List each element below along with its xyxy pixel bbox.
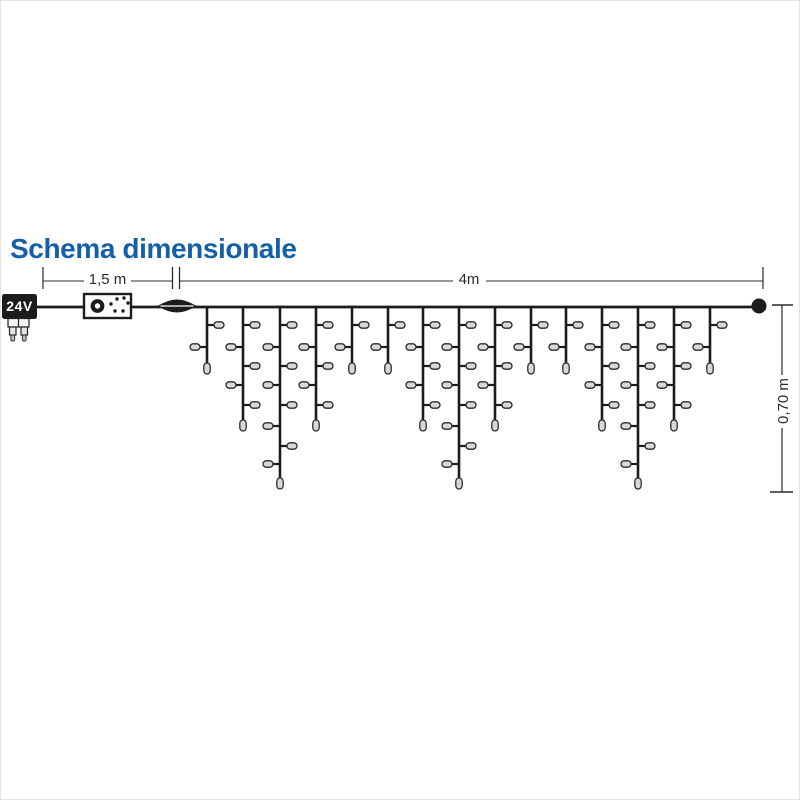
icicle-drop-s	[190, 307, 224, 374]
bulb	[466, 402, 476, 408]
bulb	[609, 402, 619, 408]
bulb	[395, 322, 405, 328]
controller-dot	[126, 301, 129, 304]
bulb	[442, 382, 452, 388]
bulb	[299, 344, 309, 350]
bulb	[430, 322, 440, 328]
controller-dot	[113, 309, 116, 312]
plug-prong-tip	[11, 335, 15, 341]
bulb	[549, 344, 559, 350]
bulb	[466, 443, 476, 449]
controller-dot	[121, 309, 124, 312]
controller-box	[84, 294, 131, 318]
bulb-tip	[240, 420, 246, 431]
bulb	[214, 322, 224, 328]
bulb	[657, 382, 667, 388]
icicle-drop-s	[549, 307, 583, 374]
bulb	[609, 363, 619, 369]
bulb	[263, 382, 273, 388]
span-length-dimension-label: 4m	[458, 271, 480, 288]
bulb	[585, 382, 595, 388]
bulb	[263, 461, 273, 467]
icicle-drop-m	[226, 307, 260, 431]
icicle-drop-l	[442, 307, 476, 489]
end-cap-dot	[752, 299, 767, 314]
bulb	[621, 461, 631, 467]
drop-length-dimension-label: 0,70 m	[775, 378, 792, 424]
plug-prong	[10, 327, 17, 335]
bulb	[538, 322, 548, 328]
bulb-tip	[528, 363, 534, 374]
icicle-drop-m	[657, 307, 691, 431]
bulb	[621, 344, 631, 350]
bulb	[287, 443, 297, 449]
bulb	[573, 322, 583, 328]
icicle-drop-m	[478, 307, 512, 431]
bulb	[502, 322, 512, 328]
cable-connector	[158, 300, 197, 313]
bulb-tip	[349, 363, 355, 374]
plug-prong-tip	[22, 335, 26, 341]
plug-prong	[21, 327, 28, 335]
icicle-drop-s	[514, 307, 548, 374]
page-title: Schema dimensionale	[10, 233, 297, 264]
bulb	[250, 322, 260, 328]
bulb	[323, 363, 333, 369]
bulb-tip	[707, 363, 713, 374]
bulb	[585, 344, 595, 350]
bulb	[287, 322, 297, 328]
bulb	[645, 322, 655, 328]
bulb-tip	[420, 420, 426, 431]
icicle-drop-m	[585, 307, 619, 431]
icicle-drop-s	[371, 307, 405, 374]
bulb	[681, 363, 691, 369]
bulb	[371, 344, 381, 350]
bulb	[466, 322, 476, 328]
controller-dot	[115, 297, 118, 300]
bulb	[609, 322, 619, 328]
icicle-drop-s	[335, 307, 369, 374]
bulb-tip	[385, 363, 391, 374]
bulb	[323, 322, 333, 328]
bulb	[226, 382, 236, 388]
bulb	[442, 461, 452, 467]
icicle-drop-m	[406, 307, 440, 431]
controller-dot	[109, 302, 112, 305]
bulb	[478, 382, 488, 388]
bulb	[323, 402, 333, 408]
bulb-tip	[313, 420, 319, 431]
bulb	[190, 344, 200, 350]
plug-voltage-label: 24V	[6, 298, 33, 314]
bulb	[502, 402, 512, 408]
icicle-drop-s	[693, 307, 727, 374]
bulb	[502, 363, 512, 369]
bulb-tip	[456, 478, 462, 489]
icicle-drop-l	[621, 307, 655, 489]
icicle-drop-l	[263, 307, 297, 489]
bulb	[514, 344, 524, 350]
bulb-tip	[277, 478, 283, 489]
bulb	[466, 363, 476, 369]
bulb	[263, 344, 273, 350]
bulb	[693, 344, 703, 350]
bulb-tip	[671, 420, 677, 431]
bulb	[478, 344, 488, 350]
bulb	[250, 363, 260, 369]
icicle-drop-m	[299, 307, 333, 431]
bulb	[621, 423, 631, 429]
bulb	[645, 402, 655, 408]
bulb	[263, 423, 273, 429]
bulb	[335, 344, 345, 350]
bulb	[406, 344, 416, 350]
bulb	[287, 402, 297, 408]
bulb-tip	[599, 420, 605, 431]
bulb	[430, 363, 440, 369]
bulb	[645, 363, 655, 369]
bulb-tip	[492, 420, 498, 431]
bulb	[406, 382, 416, 388]
bulb	[681, 322, 691, 328]
bulb	[250, 402, 260, 408]
bulb-tip	[204, 363, 210, 374]
bulb	[657, 344, 667, 350]
bulb	[442, 344, 452, 350]
bulb	[430, 402, 440, 408]
bulb	[621, 382, 631, 388]
bulb	[359, 322, 369, 328]
bulb	[681, 402, 691, 408]
bulb	[717, 322, 727, 328]
bulb-tip	[635, 478, 641, 489]
bulb	[299, 382, 309, 388]
bulb	[287, 363, 297, 369]
bulb	[226, 344, 236, 350]
bulb-tip	[563, 363, 569, 374]
lead-length-dimension-label: 1,5 m	[88, 271, 127, 288]
controller-dot	[122, 296, 125, 299]
bulb	[645, 443, 655, 449]
bulb	[442, 423, 452, 429]
